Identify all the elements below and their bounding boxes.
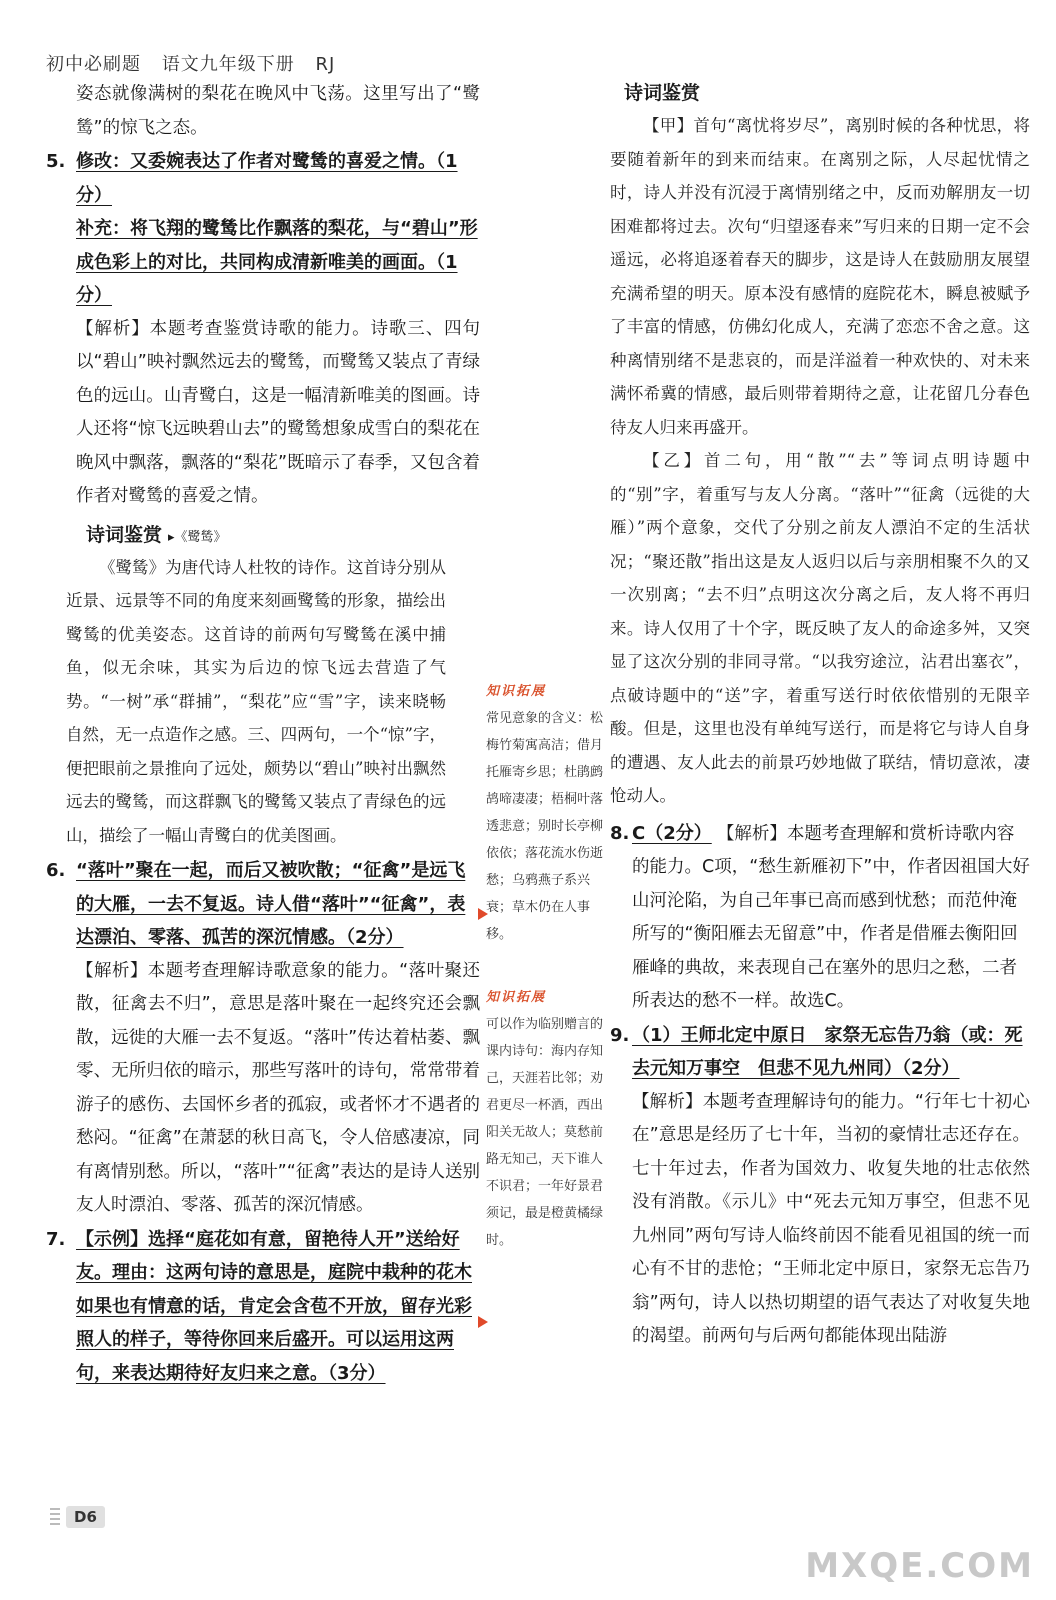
q5-supplement: 补充：将飞翔的鹭鸶比作飘落的梨花，与“碧山”形成色彩上的对比，共同构成清新唯美的画面。（1分） (76, 218, 478, 306)
subject-title: 语文九年级下册 (161, 54, 295, 75)
appreciation-title: 诗词鉴赏 (86, 523, 163, 546)
q7-answer: 【示例】选择“庭花如有意，留艳待人开”送给好友。理由：这两句诗的意思是，庭院中栽种的花木如果也有情意的话，肯定会含苞不开放，留存光彩照人的样子，等待你回来后盛开。可以运用这两句，来表达期待好友归来之意。（3分） (76, 1228, 472, 1384)
q9-number: 9. (610, 1024, 630, 1046)
knowledge-box-1 (486, 680, 606, 948)
q8-analysis: 【解析】本题考查理解和赏析诗歌内容的能力。C项，“愁生新雁初下”中，作者因祖国大好山河沦陷，为自己年事已高而感到忧愁；而范仲淹所写的“衡阳雁去无留意”中，作者是借雁去衡阳回雁峰的典故，来表现自己在塞外的思归之愁，二者所表达的愁不一样。故选C。 (632, 823, 1030, 1011)
q7-number: 7. (46, 1228, 66, 1250)
appreciation-heading (86, 520, 480, 547)
knowledge-text-1: 常见意象的含义：松梅竹菊寓高洁；借月托雁寄乡思；杜鹃鹧鸪啼凄凄；梧桐叶落透悲意；别时长亭柳依依；落花流水伤逝愁；乌鸦燕子系兴衰；草木仍在人事移。 (486, 711, 604, 942)
q5-answer: 修改：又委婉表达了作者对鹭鸶的喜爱之情。（1分） (76, 151, 458, 206)
edition-label: RJ (315, 54, 336, 75)
page-tab-decoration (50, 1508, 60, 1528)
question-6 (46, 854, 480, 1223)
knowledge-text-2: 可以作为临别赠言的课内诗句：海内存知己，天涯若比邻；劝君更尽一杯酒，西出阳关无故人；莫愁前路无知己，天下谁人不识君；一年好景君须记，最是橙黄橘绿时。 (486, 1017, 604, 1248)
q9-analysis: 【解析】本题考查理解诗句的能力。“行年七十初心在”意思是经历了七十年，当初的豪情壮志还存在。七十年过去，作者为国效力、收复失地的壮志依然没有消散。《示儿》中“死去元知万事空，但悲不见九州同”两句写诗人临终前因不能看见祖国的统一而心有不甘的悲怆；“王师北定中原日，家祭无忘告乃翁”两句，诗人以热切期望的语气表达了对收复失地的渴望。前两句与后两句都能体现出陆游 (632, 1091, 1030, 1346)
knowledge-title-2: 知识拓展 (486, 990, 547, 1005)
q6-answer: “落叶”聚在一起，而后又被吹散；“征禽”是远飞的大雁，一去不复返。诗人借“落叶”“征禽”，表达漂泊、零落、孤苦的深沉情感。（2分） (76, 860, 466, 948)
right-appreciation-title: 诗词鉴赏 (624, 82, 701, 104)
question-7 (46, 1223, 480, 1391)
page-header (46, 50, 349, 76)
q5-analysis: 【解析】本题考查鉴赏诗歌的能力。诗歌三、四句以“碧山”映衬飘然远去的鹭鸶，而鹭鸶又装点了青绿色的远山。山青鹭白，这是一幅清新唯美的图画。诗人还将“惊飞远映碧山去”的鹭鸶想象成雪白的梨花在晚风中飘落，飘落的“梨花”既暗示了春季，又包含着作者对鹭鸶的喜爱之情。 (76, 318, 480, 506)
book-title: 初中必刷题 (46, 54, 141, 75)
pointer-arrow-1 (478, 908, 488, 920)
question-8 (610, 817, 1030, 1019)
q9-answer: （1）王师北定中原日 家祭无忘告乃翁（或：死去元知万事空 但悲不见九州同）（2分） (632, 1024, 1023, 1079)
q4-tail-text: 姿态就像满树的梨花在晚风中飞荡。这里写出了“鹭鸶”的惊飞之态。 (76, 84, 480, 138)
analysis-yi: 【乙】首二句，用“散”“去”等词点明诗题中的“别”字，着重写与友人分离。“落叶”“征禽（远徙的大雁）”两个意象，交代了分别之前友人漂泊不定的生活状况；“聚还散”指出这是友人返归以后与亲朋相聚不久的又一次别离；“去不归”点明这次分离之后，友人将不再归来。诗人仅用了十个字，既反映了友人的命途多舛，又突显了这次分别的非同寻常。“以我穷途泣，沾君出塞衣”，点破诗题中的“送”字，着重写送行时依依惜别的无限辛酸。但是，这里也没有单纯写送行，而是将它与诗人自身的遭遇、友人此去的前景巧妙地做了联结，情切意浓，凄怆动人。 (610, 451, 1030, 805)
question-9 (610, 1019, 1030, 1354)
q8-number: 8. (610, 822, 630, 844)
appreciation-text: 《鹭鸶》为唐代诗人杜牧的诗作。这首诗分别从近景、远景等不同的角度来刻画鹭鸶的形象，描绘出鹭鸶的优美姿态。这首诗的前两句写鹭鸶在溪中捕鱼，似无余味，其实为后边的惊飞远去营造了气势。“一树”承“群捕”，“梨花”应“雪”字，读来晓畅自然，无一点造作之感。三、四两句，一个“惊”字，便把眼前之景推向了远处，颇势以“碧山”映衬出飘然远去的鹭鸶，而这群飘飞的鹭鸶又装点了青绿色的远山，描绘了一幅山青鹭白的优美图画。 (66, 557, 446, 845)
q6-number: 6. (46, 860, 66, 881)
right-column (610, 72, 1030, 1354)
knowledge-sidebar (486, 680, 606, 1254)
q6-analysis: 【解析】本题考查理解诗歌意象的能力。“落叶聚还散，征禽去不归”，意思是落叶聚在一起终究还会飘散，远徙的大雁一去不复返。“落叶”传达着枯萎、飘零、无所归依的暗示，那些写落叶的诗句，常常带着游子的感伤、去国怀乡者的孤寂，或者怀才不遇者的愁闷。“征禽”在萧瑟的秋日高飞，令人倍感凄凉，同有离情别愁。所以，“落叶”“征禽”表达的是诗人送别友人时漂泊、零落、孤苦的深沉情感。 (76, 960, 480, 1215)
analysis-jia: 【甲】首句“离忧将岁尽”，离别时候的各种忧思，将要随着新年的到来而结束。在离别之际，人尽起忧情之时，诗人并没有沉浸于离情别绪之中，反而劝解朋友一切困难都将过去。次句“归望逐春来”写归来的日期一定不会遥远，必将追逐着春天的脚步，这是诗人在鼓励朋友展望充满希望的明天。原本没有感情的庭院花木，瞬息被赋予了丰富的情感，仿佛幻化成人，充满了恋恋不舍之意。这种离情别绪不是悲哀的，而是洋溢着一种欢快的、对未来满怀希冀的情感，最后则带着期待之意，让花留几分春色待友人归来再盛开。 (610, 116, 1030, 437)
pointer-arrow-2 (478, 1316, 488, 1328)
question-5 (46, 145, 480, 514)
appreciation-subtitle: ▸《鹭鸶》 (168, 529, 227, 545)
q5-number: 5. (46, 151, 66, 172)
page-number: D6 (66, 1506, 105, 1528)
knowledge-title-1: 知识拓展 (486, 684, 547, 699)
watermark: MXQE.COM (805, 1546, 1034, 1586)
q8-answer: C（2分） (632, 822, 712, 844)
left-column (46, 78, 480, 1390)
knowledge-box-2 (486, 986, 606, 1254)
